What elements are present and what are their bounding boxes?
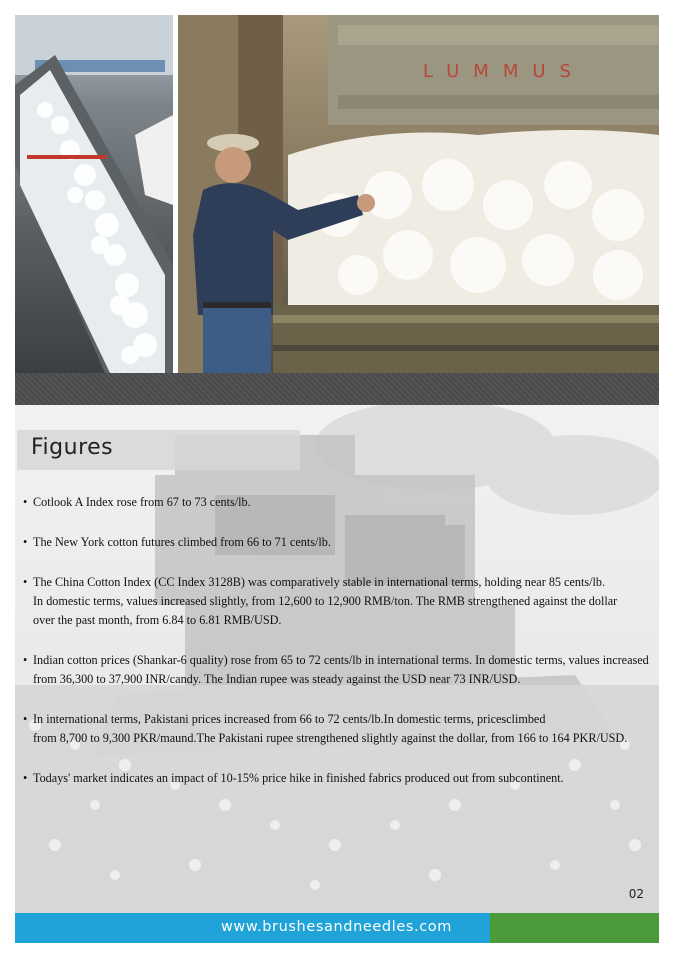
figures-section [15, 405, 659, 913]
header-photos [15, 15, 659, 373]
cotton-gin-worker-photo [178, 15, 659, 373]
footer-bar [15, 913, 490, 943]
list-item: • The China Cotton Index (CC Index 3128B) was comparatively stable in international terms, holding near 85 cents/lb. In domestic terms, values increased slightly, from 12,600 to 12,900 RMB/ton. The RMB strengthened against the dollar over the past month, from 6.84 to 6.81 RMB/USD. [23, 573, 648, 630]
list-item: • The New York cotton futures climbed from 66 to 71 cents/lb. [23, 533, 648, 552]
page-number: 02 [628, 887, 644, 901]
section-heading: Figures [31, 435, 114, 460]
website-link[interactable]: www.brushesandneedles.com [220, 919, 452, 935]
list-item: • In international terms, Pakistani prices increased from 66 to 72 cents/lb.In domestic terms, pricesclimbed from 8,700 to 9,300 PKR/maund.The Pakistani rupee strengthened slightly against the dollar, from 166 to 164 PKR/USD. [23, 710, 648, 748]
list-item: • Cotlook A Index rose from 67 to 73 cents/lb. [23, 493, 648, 512]
section-heading-box [17, 430, 300, 470]
footer-accent-bar [490, 913, 659, 943]
figures-list [23, 493, 648, 788]
list-item: • Indian cotton prices (Shankar-6 quality) rose from 65 to 72 cents/lb in international terms. In domestic terms, values increased from 36,300 to 37,900 INR/candy. The Indian rupee was steady against the USD near 73 INR/USD. [23, 651, 648, 689]
list-item: • Todays' market indicates an impact of 10-15% price hike in finished fabrics produced out from subcontinent. [23, 769, 648, 788]
lummus-sign: LUMMUS [423, 61, 585, 82]
texture-divider [15, 373, 659, 405]
cotton-conveyor-photo [15, 15, 173, 373]
